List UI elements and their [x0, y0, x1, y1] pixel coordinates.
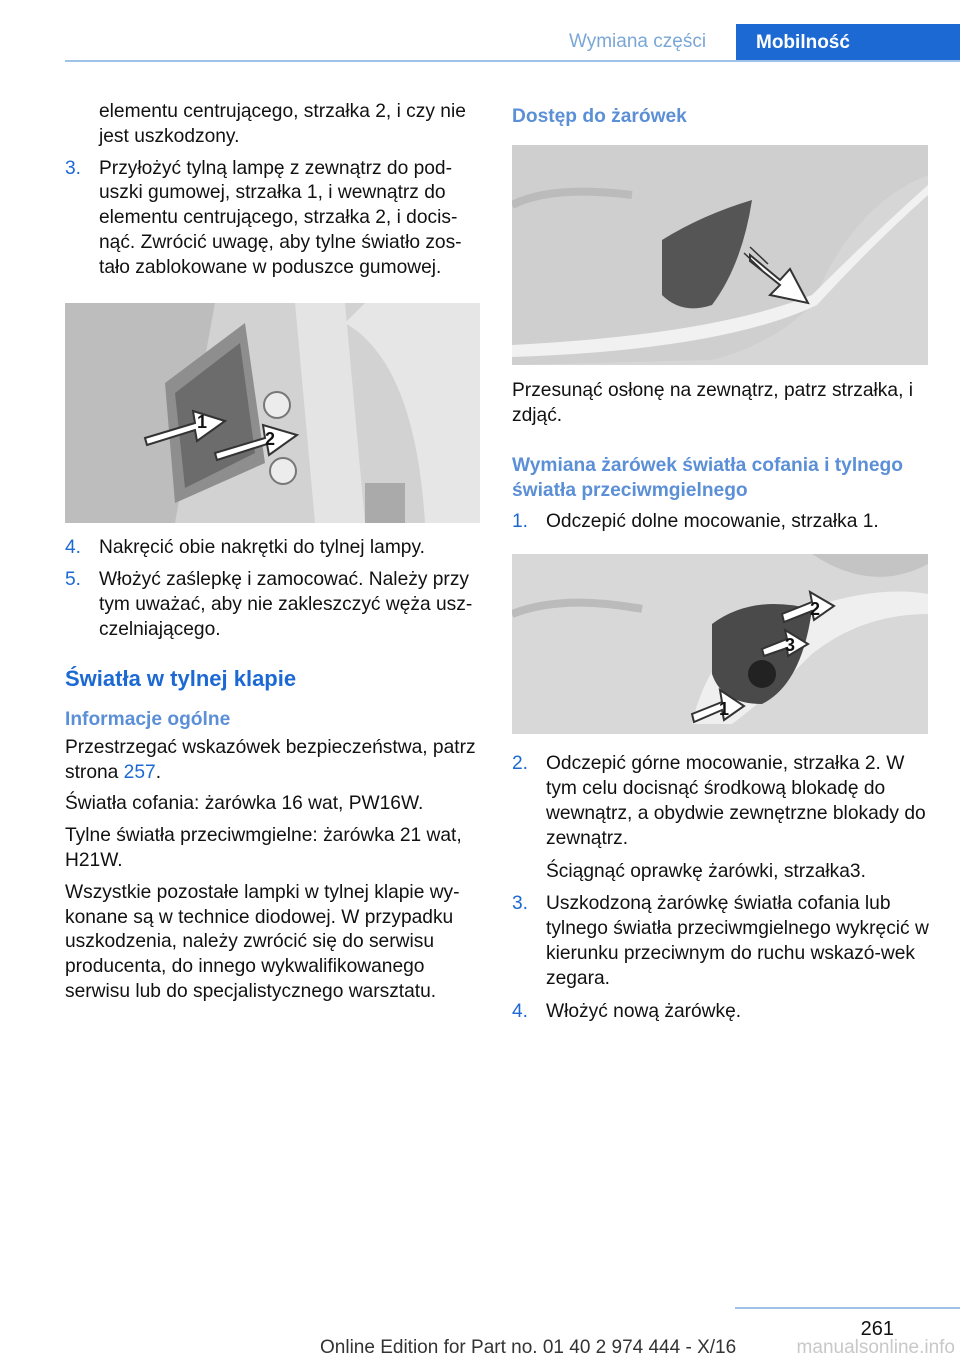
section-heading: Światła w tylnej klapie [65, 665, 297, 691]
step-number: 2. [512, 753, 529, 775]
step-2-continuation: Ściągnąć oprawkę żarówki, strzałka3. [546, 860, 866, 882]
step-1 [512, 510, 930, 535]
step-number: 1. [512, 510, 529, 532]
fog-light-bulb-info: Tylne światła przeciwmgielne: żarówka 21 wat, H21W. [65, 825, 462, 871]
header-section-title: Wymiana części [568, 31, 707, 52]
figure-label-2: 2 [810, 599, 821, 620]
subsection-heading: Informacje ogólne [65, 708, 231, 730]
figure-label-3: 3 [785, 635, 796, 656]
paragraph-punctuation: . [155, 761, 162, 783]
header-chapter-tab: Mobilność [736, 24, 960, 62]
step-text: Przyłożyć tylną lampę z zewnątrz do pod-uszki gumowej, strzałka 1, i wewnątrz do elementu centrującego, strzałka 2, i docis-nąć. Zwrócić uwagę, aby tylne światło zos-tało zablokowane w poduszce gumowej. [99, 157, 462, 278]
figure-label-1: 1 [197, 411, 208, 432]
led-info-paragraph: Wszystkie pozostałe lampki w tylnej klapie wy-konane są w technice diodowej. W przypadku uszkodzenia, należy zwrócić się do serwisu producenta, do innego wykwalifikowanego serwisu lub do specjalistycznego warsztatu. [65, 881, 460, 1002]
step-number: 4. [512, 1000, 529, 1022]
subsection-heading-bulb-replacement: Wymiana żarówek światła cofania i tylnego światła przeciwmgielnego [512, 454, 903, 501]
figure-label-1: 1 [719, 699, 730, 720]
step-text: Uszkodzoną żarówkę światła cofania lub tylnego światła przeciwmgielnego wykręcić w kierunku przeciwnym do ruchu wskazó-wek zegara. [546, 893, 929, 989]
figure-cover-slide [512, 145, 928, 365]
step-text: Włożyć nową żarówkę. [546, 1000, 742, 1022]
edition-footer: Online Edition for Part no. 01 40 2 974 444 - X/16 [320, 1337, 737, 1358]
step-text: Nakręcić obie nakrętki do tylnej lampy. [99, 536, 425, 558]
step-number: 3. [512, 893, 529, 915]
left-column [65, 100, 483, 1005]
step-4 [512, 1000, 930, 1025]
right-column [512, 100, 930, 1032]
header-rule [65, 60, 960, 62]
figure-label-2: 2 [265, 428, 276, 449]
step-text: Odczepić górne mocowanie, strzałka 2. W tym celu docisnąć środkową blokadę do wewnątrz, a obydwie zewnętrzne blokady do zewnątrz. [546, 753, 926, 849]
step-text: Włożyć zaślepkę i zamocować. Należy przy tym uważać, aby nie zakleszczyć węża usz-czelniającego. [99, 569, 473, 640]
step-text: Odczepić dolne mocowanie, strzałka 1. [546, 510, 879, 532]
paragraph-text: Przestrzegać wskazówek bezpieczeństwa, patrz strona [65, 736, 476, 783]
step-3 [65, 157, 483, 281]
page-link-257[interactable]: 257 [123, 761, 156, 783]
step-number: 4. [65, 536, 82, 558]
figure-bulb-holder [512, 554, 928, 734]
step-3 [512, 892, 930, 991]
step-5 [65, 568, 483, 642]
safety-reference-paragraph [65, 736, 483, 786]
continued-step-text: elementu centrującego, strzałka 2, i czy nie jest uszkodzony. [99, 101, 466, 147]
figure-tail-lamp-install [65, 303, 480, 523]
subsection-heading-bulb-access: Dostęp do żarówek [512, 106, 687, 127]
page-number: 261 [860, 1318, 894, 1340]
step-2 [512, 752, 930, 851]
step-number: 3. [65, 157, 82, 179]
step-number: 5. [65, 569, 82, 591]
footer-rule [735, 1307, 960, 1309]
reversing-light-bulb-info: Światła cofania: żarówka 16 wat, PW16W. [65, 793, 424, 815]
step-4 [65, 536, 483, 561]
watermark: manualsonline.info [796, 1337, 955, 1358]
cover-instruction: Przesunąć osłonę na zewnątrz, patrz strzałka, i zdjąć. [512, 380, 913, 426]
